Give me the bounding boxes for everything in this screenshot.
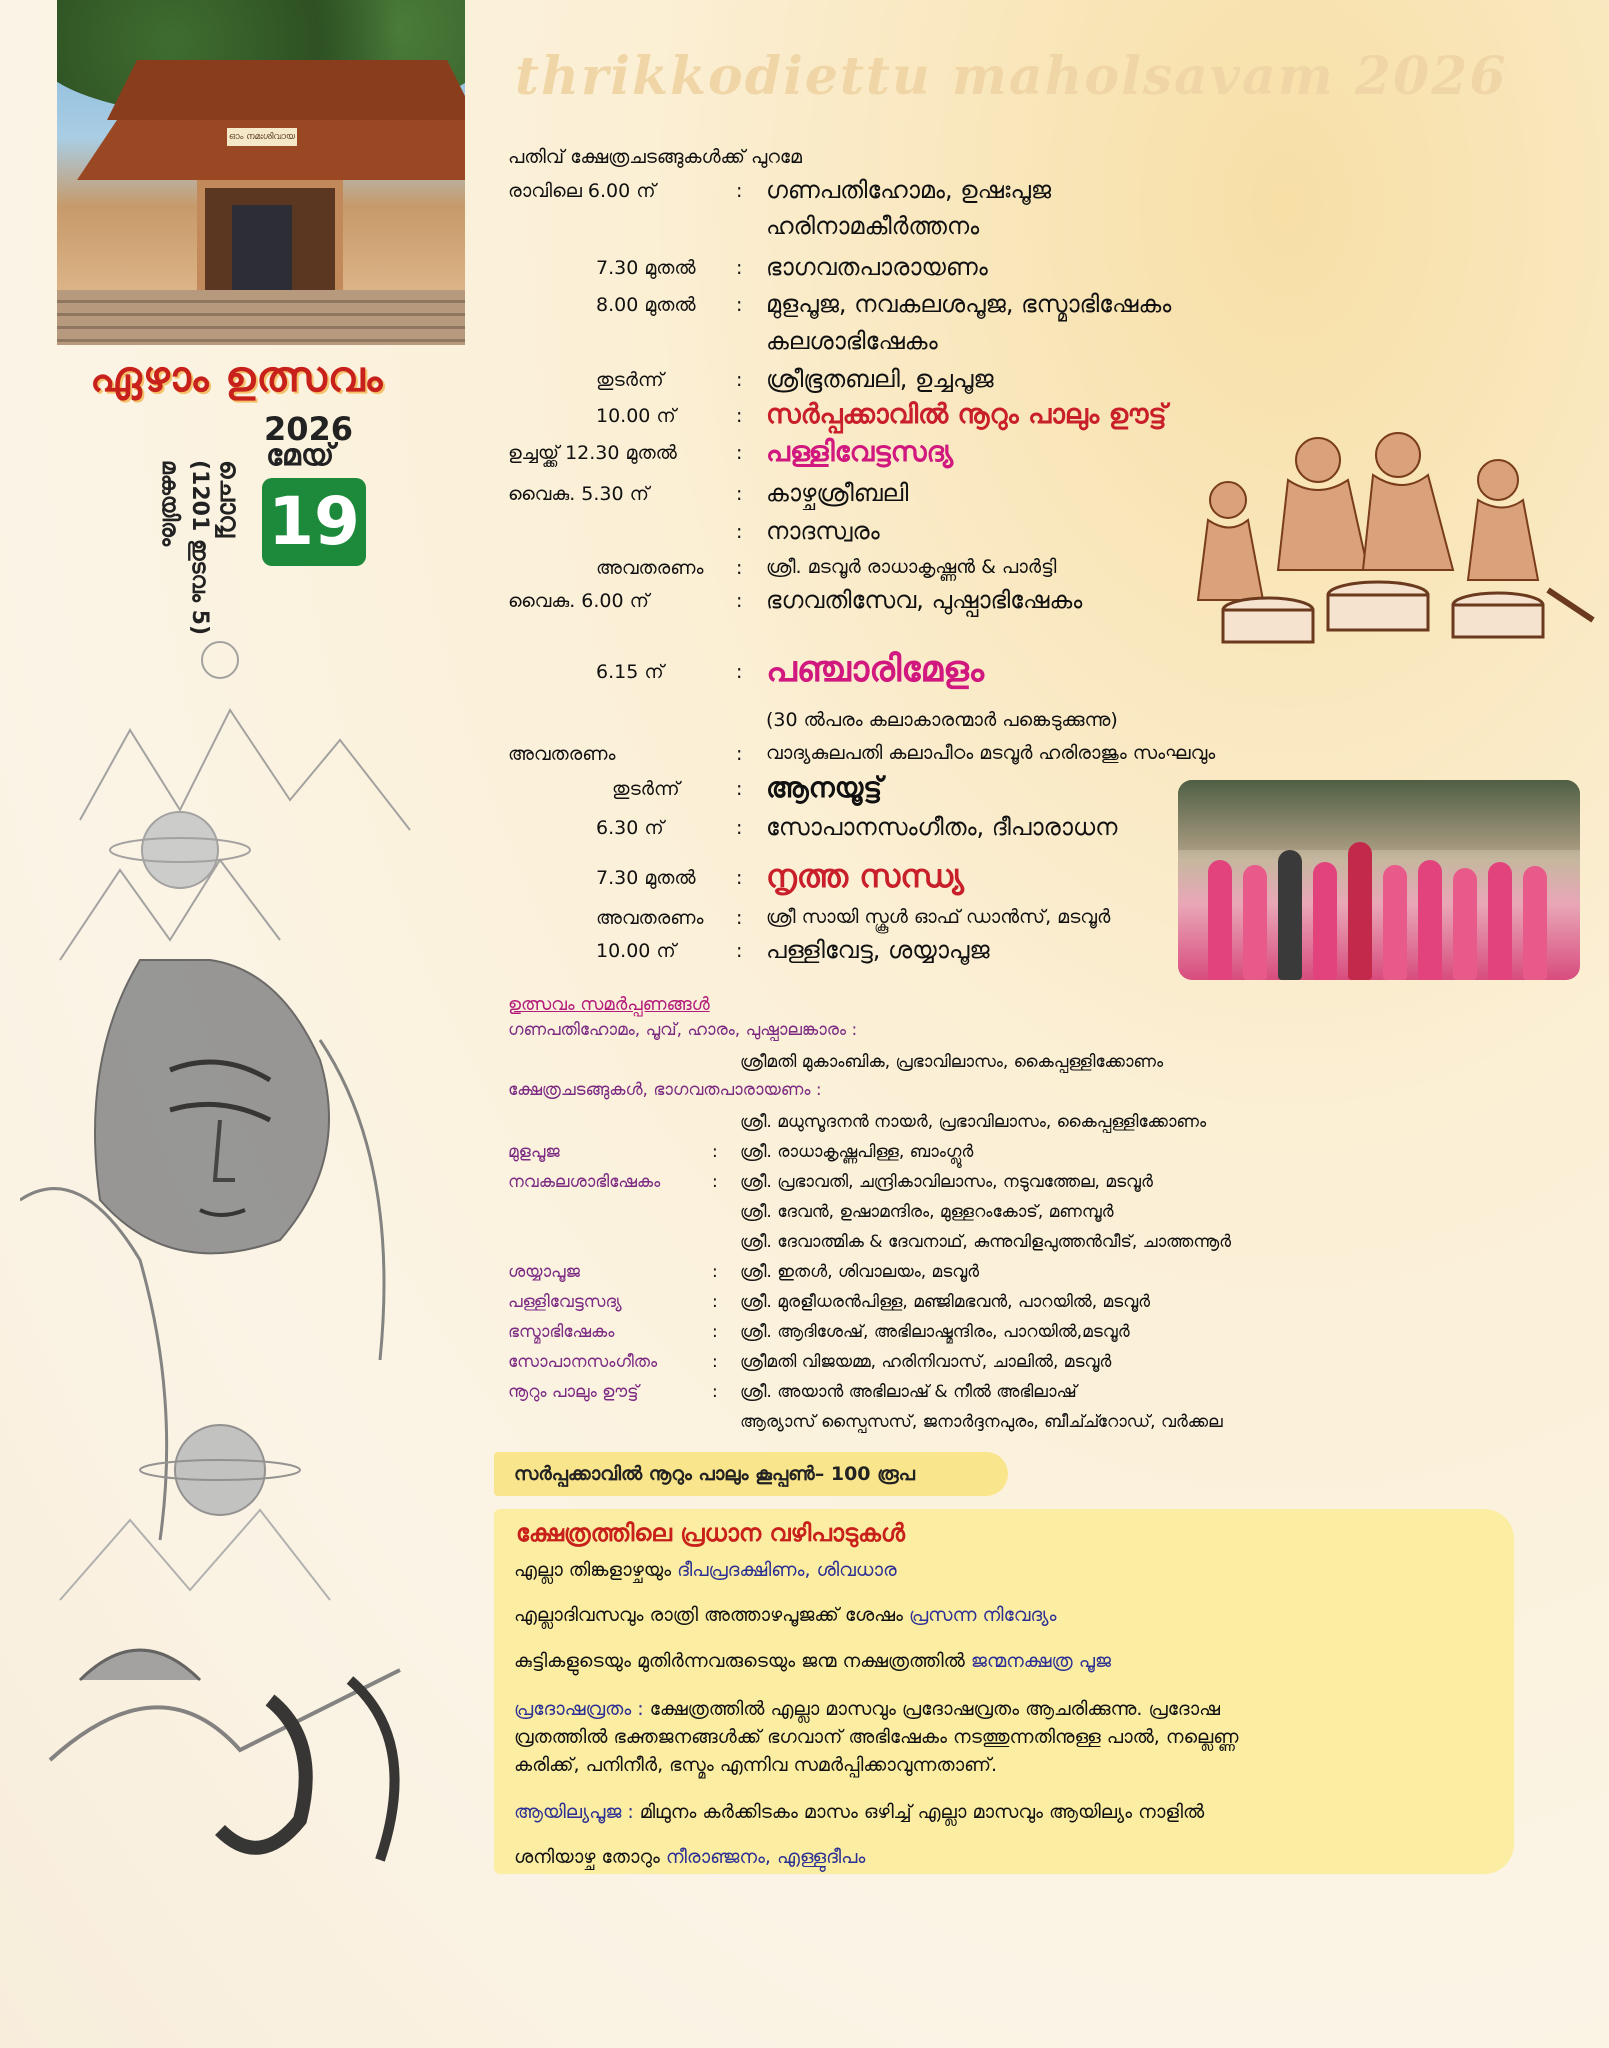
schedule-event: വാദ്യകുലപതി കലാപീഠം മടവൂർ ഹരിരാജും സംഘവും xyxy=(766,742,1216,764)
dancer xyxy=(1383,865,1407,980)
schedule-time: 6.15 ന് xyxy=(596,661,664,683)
temple-steps xyxy=(57,290,465,345)
separator: : xyxy=(736,442,743,464)
schedule-event-highlight: ആനയൂട്ട് xyxy=(766,771,883,804)
temple-gate-door xyxy=(232,205,292,300)
offering-highlight: ആയില്യപൂജ : xyxy=(514,1801,640,1823)
schedule-row xyxy=(508,399,1268,437)
weekday: ചൊവ്വ xyxy=(214,460,244,538)
malayalam-date: (1201 ഇടവം 5) xyxy=(187,460,212,636)
schedule-event-highlight: നൃത്ത സന്ധ്യ xyxy=(766,857,964,895)
contribution-value: ശ്രീ. പ്രഭാവതി, ചന്ദ്രികാവിലാസം, നടുവത്തേല, മടവൂർ xyxy=(740,1172,1153,1192)
offering-line xyxy=(514,1559,897,1581)
offering-highlight: ദീപപ്രദക്ഷിണം, ശിവധാര xyxy=(677,1559,897,1581)
contribution-label: പള്ളിവേട്ടസദ്യ xyxy=(508,1292,622,1312)
separator: : xyxy=(736,940,743,962)
schedule-time: 6.30 ന് xyxy=(596,817,664,839)
contribution-value: ശ്രീ. ആദിശേഷ്, അഭിലാഷ്മന്ദിരം, പാറയിൽ,മടവൂർ xyxy=(740,1322,1130,1342)
separator: : xyxy=(736,661,743,683)
schedule-row xyxy=(508,649,1268,693)
schedule-time: ഉച്ചയ്ക്ക് 12.30 മുതൽ xyxy=(508,442,677,464)
offering-line xyxy=(514,1698,1220,1720)
schedule-event: ശ്രീ സായി സ്കൂൾ ഓഫ് ഡാൻസ്, മടവൂർ xyxy=(766,906,1111,928)
month: മേയ് xyxy=(266,438,335,473)
offering-line xyxy=(514,1650,1111,1672)
contribution-value: ശ്രീ. ദേവൻ, ഉഷാമന്ദിരം, മുള്ളറംകോട്, മണമ്പൂർ xyxy=(740,1202,1114,1222)
schedule-time: 8.00 മുതൽ xyxy=(596,294,696,316)
separator: : xyxy=(736,294,743,316)
schedule-row xyxy=(508,515,1268,553)
contribution-group-value: ശ്രീമതി മുകാംബിക, പ്രഭാവിലാസം, കൈപ്പള്ളിക്കോണം xyxy=(740,1052,1164,1072)
day-badge: 19 xyxy=(262,478,366,566)
separator: : xyxy=(736,557,743,579)
offering-text: എല്ലാദിവസവും രാത്രി അത്താഴപൂജക്ക് ശേഷം xyxy=(514,1604,910,1626)
schedule-row xyxy=(508,772,1268,810)
schedule-row xyxy=(508,288,1268,326)
contribution-label: ശയ്യാപൂജ xyxy=(508,1262,580,1282)
schedule-time: വൈകു. 6.00 ന് xyxy=(508,590,649,612)
schedule-event-highlight: പള്ളിവേട്ടസദ്യ xyxy=(766,435,954,468)
offering-text: മിഥുനം കർക്കിടകം മാസം ഒഴിച്ച് എല്ലാ മാസവും ആയില്യം നാളിൽ xyxy=(639,1801,1205,1823)
temple-name-sign: ഓം നമഃശിവായ xyxy=(227,128,297,146)
contribution-group-label: ക്ഷേത്രചടങ്ങുകൾ, ഭാഗവതപാരായണം : xyxy=(508,1080,822,1100)
schedule-time: തുടർന്ന് xyxy=(612,778,680,800)
festival-day-title: ഏഴാം ഉത്സവം xyxy=(90,352,384,401)
schedule-time: അവതരണം xyxy=(596,907,704,929)
schedule-row xyxy=(508,584,1268,622)
schedule-time: 7.30 മുതൽ xyxy=(596,867,696,889)
dancer xyxy=(1488,862,1512,980)
separator: : xyxy=(736,743,743,765)
separator: : xyxy=(736,180,743,202)
schedule-event: കലശാഭിഷേകം xyxy=(766,327,938,355)
schedule-event: പള്ളിവേട്ട, ശയ്യാപൂജ xyxy=(766,936,990,964)
separator: : xyxy=(736,483,743,505)
schedule-event: ഭഗവതിസേവ, പുഷ്പാഭിഷേകം xyxy=(766,586,1083,614)
offering-text: ക്ഷേത്രത്തിൽ എല്ലാ മാസവും പ്രദോഷവ്രതം ആചരിക്കുന്നു. പ്രദോഷ xyxy=(649,1698,1221,1720)
separator: : xyxy=(736,817,743,839)
separator: : xyxy=(712,1172,718,1192)
schedule-time: വൈകു. 5.30 ന് xyxy=(508,483,649,505)
teacher xyxy=(1278,850,1302,980)
schedule-time: രാവിലെ 6.00 ന് xyxy=(508,180,656,202)
schedule-row xyxy=(508,251,1268,289)
schedule-row xyxy=(508,737,1268,775)
offering-highlight: പ്രസന്ന നിവേദ്യം xyxy=(909,1604,1057,1626)
contribution-label: നവകലശാഭിഷേകം xyxy=(508,1172,661,1192)
schedule-event: ഗണപതിഹോമം, ഉഷഃപൂജ xyxy=(766,176,1052,204)
separator: : xyxy=(736,867,743,889)
offerings-box xyxy=(494,1509,1514,1874)
offering-line xyxy=(514,1604,1056,1626)
schedule-time: 10.00 ന് xyxy=(596,405,676,427)
schedule-intro: പതിവ് ക്ഷേത്രചടങ്ങുകൾക്ക് പുറമേ xyxy=(508,146,802,168)
schedule-row xyxy=(508,934,1268,972)
contribution-label: ഭസ്മാഭിഷേകം xyxy=(508,1322,615,1342)
offering-text: ശനിയാഴ്ച തോറും xyxy=(514,1846,666,1868)
separator: : xyxy=(736,521,743,543)
offering-line xyxy=(514,1801,1204,1823)
dancer xyxy=(1453,868,1477,980)
contribution-value: ശ്രീ. രാധാകൃഷ്ണപിള്ള, ബാംഗ്ലൂർ xyxy=(740,1142,974,1162)
coupon-banner: സർപ്പക്കാവിൽ നൂറും പാലും കൂപ്പൺ– 100 രൂപ xyxy=(494,1452,1008,1496)
contribution-value: ആര്യാസ് സ്പൈസസ്, ജനാർദ്ദനപുരം, ബീച്ച്റോഡ്, വർക്കല xyxy=(740,1412,1223,1432)
birth-star: മകയിരം xyxy=(157,460,182,547)
schedule-event-highlight: സർപ്പക്കാവിൽ നൂറും പാലും ഊട്ട് xyxy=(766,399,1167,430)
contribution-label: സോപാനസംഗീതം xyxy=(508,1352,658,1372)
schedule-row xyxy=(508,325,1268,363)
shiva-sketch-illustration xyxy=(20,640,450,2040)
schedule-time: തുടർന്ന് xyxy=(596,369,664,391)
teacher xyxy=(1348,842,1372,980)
offerings-title: ക്ഷേത്രത്തിലെ പ്രധാന വഴിപാടുകൾ xyxy=(516,1519,905,1547)
separator: : xyxy=(712,1262,718,1282)
separator: : xyxy=(712,1292,718,1312)
schedule-time: അവതരണം xyxy=(596,557,704,579)
offering-line: കരിക്ക്, പനിനീർ, ഭസ്മം എന്നിവ സമർപ്പിക്കാവുന്നതാണ്. xyxy=(514,1754,998,1776)
schedule-time: അവതരണം xyxy=(508,743,616,765)
contribution-value: ശ്രീ. ഇതൾ, ശിവാലയം, മടവൂർ xyxy=(740,1262,980,1282)
dance-troupe-photo xyxy=(1178,780,1580,980)
temple-roof-upper xyxy=(107,60,465,120)
separator: : xyxy=(736,405,743,427)
chenda-drummers-illustration xyxy=(1168,420,1598,650)
schedule-event: ശ്രീഭൂതബലി, ഉച്ചപൂജ xyxy=(766,365,994,393)
photo-background xyxy=(1178,780,1580,850)
contribution-value: ശ്രീ. ദേവാത്മിക & ദേവനാഥ്, കുന്നുവിളപുത്തൻവീട്, ചാത്തന്നൂർ xyxy=(740,1232,1232,1252)
offering-highlight: നീരാഞ്ജനം, എള്ളുദീപം xyxy=(665,1846,866,1868)
schedule-row xyxy=(508,210,1268,248)
separator: : xyxy=(736,257,743,279)
contribution-value: ശ്രീമതി വിജയമ്മ, ഹരിനിവാസ്, ചാലിൽ, മടവൂർ xyxy=(740,1352,1112,1372)
schedule-event: ഹരിനാമകീർത്തനം xyxy=(766,212,980,240)
watermark-title: thrikkodiettu maholsavam 2026 xyxy=(515,46,1508,107)
separator: : xyxy=(736,907,743,929)
schedule-row xyxy=(508,436,1268,474)
dancer xyxy=(1313,862,1337,980)
separator: : xyxy=(736,778,743,800)
contribution-label: മുളപൂജ xyxy=(508,1142,560,1162)
separator: : xyxy=(712,1142,718,1162)
schedule-event: സോപാനസംഗീതം, ദീപാരാധന xyxy=(766,813,1118,841)
temple-photo xyxy=(57,0,465,345)
schedule-row xyxy=(508,811,1268,849)
dancer xyxy=(1208,860,1232,980)
schedule-row xyxy=(508,477,1268,515)
contribution-value: ശ്രീ. മുരളീധരൻപിള്ള, മഞ്ജിമഭവൻ, പാറയിൽ, മടവൂർ xyxy=(740,1292,1151,1312)
contribution-value: ശ്രീ. അയാൻ അഭിലാഷ് & നീൽ അഭിലാഷ് xyxy=(740,1382,1077,1402)
contribution-group-label: ഗണപതിഹോമം, പൂവ്, ഹാരം, പുഷ്പാലങ്കാരം : xyxy=(508,1020,858,1040)
schedule-event: ഭാഗവതപാരായണം xyxy=(766,253,988,281)
left-column xyxy=(0,0,470,2048)
schedule-event: നാദസ്വരം xyxy=(766,517,880,545)
contribution-label: നൂറും പാലും ഊട്ട് xyxy=(508,1382,639,1402)
dancer xyxy=(1243,865,1267,980)
dancer xyxy=(1523,866,1547,980)
schedule-row xyxy=(508,174,1268,212)
offering-highlight: പ്രദോഷവ്രതം : xyxy=(514,1698,650,1720)
schedule-row xyxy=(508,857,1268,899)
contribution-group-value: ശ്രീ. മധുസൂദനൻ നായർ, പ്രഭാവിലാസം, കൈപ്പള്ളിക്കോണം xyxy=(740,1112,1207,1132)
offering-line xyxy=(514,1846,865,1868)
contributions-title: ഉത്സവം സമർപ്പണങ്ങൾ xyxy=(508,994,710,1015)
schedule-time: 10.00 ന് xyxy=(596,940,676,962)
schedule-event-highlight: പഞ്ചാരിമേളം xyxy=(766,649,984,690)
schedule-event: (30 ൽപരം കലാകാരന്മാർ പങ്കെടുക്കുന്നു) xyxy=(766,709,1118,731)
separator: : xyxy=(736,590,743,612)
schedule-row xyxy=(508,363,1268,401)
offering-text: എല്ലാ തിങ്കളാഴ്ചയും xyxy=(514,1559,678,1581)
schedule-event: മുളപൂജ, നവകലശപൂജ, ഭസ്മാഭിഷേകം xyxy=(766,290,1172,318)
schedule-event: ശ്രീ. മടവൂർ രാധാകൃഷ്ണൻ & പാർട്ടി xyxy=(766,556,1057,578)
separator: : xyxy=(712,1382,718,1402)
separator: : xyxy=(712,1352,718,1372)
year: 2026 xyxy=(264,410,354,448)
offering-highlight: ജന്മനക്ഷത്ര പൂജ xyxy=(970,1650,1111,1672)
schedule-time: 7.30 മുതൽ xyxy=(596,257,696,279)
date-vertical-text xyxy=(140,460,260,636)
schedule-event: കാഴ്ചശ്രീബലി xyxy=(766,479,909,507)
separator: : xyxy=(736,369,743,391)
offering-text: കുട്ടികളുടെയും മുതിർന്നവരുടെയും ജന്മ നക്ഷത്രത്തിൽ xyxy=(514,1650,971,1672)
offering-line: വ്രതത്തിൽ ഭക്തജനങ്ങൾക്ക് ഭഗവാന് അഭിഷേകം നടത്തുന്നതിനുള്ള പാൽ, നല്ലെണ്ണ xyxy=(514,1726,1239,1748)
separator: : xyxy=(712,1322,718,1342)
dancer xyxy=(1418,860,1442,980)
